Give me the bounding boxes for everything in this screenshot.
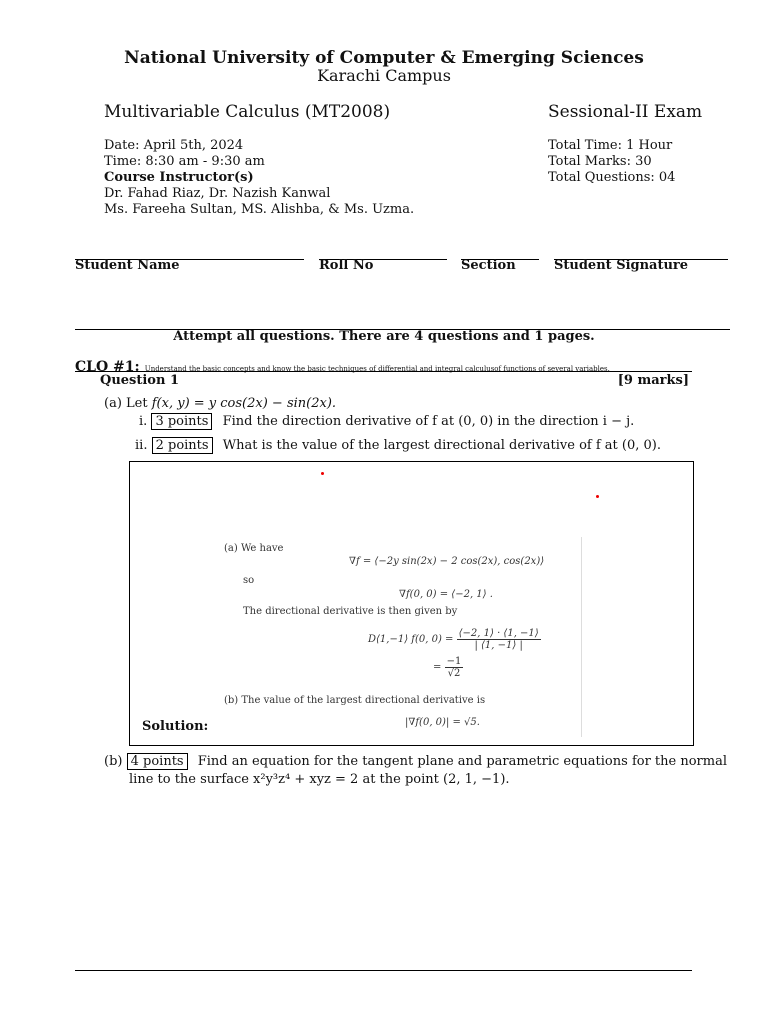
exam-date: Date: April 5th, 2024 [104, 138, 244, 153]
course-title: Multivariable Calculus (MT2008) [104, 102, 391, 122]
part-a [104, 396, 336, 411]
part-b-label: (b) [104, 754, 123, 769]
solution-dd-numerator: ⟨−2, 1⟩ · ⟨1, −1⟩ [458, 628, 539, 639]
part-a-intro: Let [126, 396, 148, 411]
exam-time: Time: 8:30 am - 9:30 am [104, 154, 265, 169]
red-dot-mark [321, 472, 324, 475]
instructors-heading: Course Instructor(s) [104, 170, 254, 185]
part-a-i-points: 3 points [151, 413, 212, 430]
scan-edge-line [581, 537, 582, 737]
clo-text: Understand the basic concepts and know the basic techniques of differential and integral calculusof functions of several variables. [144, 365, 610, 373]
question-1-marks: [9 marks] [617, 373, 689, 388]
university-name: National University of Computer & Emerging Sciences [124, 48, 644, 68]
solution-b-intro: (b) The value of the largest directional derivative is [224, 695, 486, 706]
meta-left [104, 138, 414, 218]
solution-grad-origin: ∇f(0, 0) = ⟨−2, 1⟩ . [399, 589, 493, 600]
question-1-title: Question 1 [100, 373, 180, 388]
instructions: Attempt all questions. There are 4 questions and 1 pages. [173, 329, 595, 344]
roll-no-label: Roll No [319, 258, 374, 273]
part-a-label: (a) [104, 396, 122, 411]
solution-dd-lhs: D⟨1,−1⟩ f(0, 0) = [368, 634, 454, 645]
part-a-ii [135, 437, 661, 454]
part-a-i [139, 413, 634, 430]
meta-right [548, 138, 675, 186]
solution-so: so [243, 575, 255, 586]
part-b [104, 753, 727, 787]
part-a-i-label: i. [139, 414, 148, 429]
total-questions: Total Questions: 04 [548, 170, 676, 185]
solution-dd-eq [368, 628, 541, 651]
solution-eq2-fraction [445, 656, 464, 679]
part-b-points: 4 points [127, 753, 188, 770]
part-a-i-text: Find the direction derivative of f at (0, 0) in the direction i − j. [222, 414, 635, 429]
clo-label: CLO #1: [75, 359, 140, 375]
red-dot-mark [596, 495, 599, 498]
solution-grad-f: ∇f = ⟨−2y sin(2x) − 2 cos(2x), cos(2x)⟩ [349, 556, 545, 567]
part-a-ii-text: What is the value of the largest directional derivative of f at (0, 0). [222, 438, 661, 453]
solution-eq2 [433, 656, 463, 679]
exam-title: Sessional-II Exam [548, 102, 703, 122]
solution-label: Solution: [142, 719, 209, 734]
solution-box [129, 461, 694, 746]
campus-name: Karachi Campus [317, 66, 451, 85]
solution-dd-fraction [457, 628, 541, 651]
solution-eq2-numerator: −1 [446, 656, 462, 667]
solution-b-result: |∇f(0, 0)| = √5. [405, 717, 480, 728]
solution-a-intro: (a) We have [224, 543, 284, 554]
total-time: Total Time: 1 Hour [548, 138, 673, 153]
solution-eq2-denominator: √2 [447, 668, 461, 679]
student-signature-label: Student Signature [554, 258, 689, 273]
solution-eq2-lhs: = [433, 662, 442, 673]
solution-dd-denominator: | ⟨1, −1⟩ | [474, 640, 523, 651]
clo-rule [75, 371, 692, 372]
solution-dd-intro: The directional derivative is then given by [243, 606, 458, 617]
student-name-label: Student Name [75, 258, 180, 273]
part-a-ii-points: 2 points [152, 437, 213, 454]
part-b-text-line1: Find an equation for the tangent plane and parametric equations for the normal [197, 754, 727, 769]
instructors-line-2: Ms. Fareeha Sultan, MS. Alishba, & Ms. Uzma. [104, 202, 415, 217]
part-a-function: f(x, y) = y cos(2x) − sin(2x). [151, 396, 337, 411]
part-b-text-line2: line to the surface x²y³z⁴ + xyz = 2 at the point (2, 1, −1). [129, 772, 510, 787]
total-marks: Total Marks: 30 [548, 154, 652, 169]
footer-rule [75, 970, 692, 971]
section-label: Section [461, 258, 516, 273]
part-a-ii-label: ii. [135, 438, 148, 453]
instructors-line-1: Dr. Fahad Riaz, Dr. Nazish Kanwal [104, 186, 331, 201]
